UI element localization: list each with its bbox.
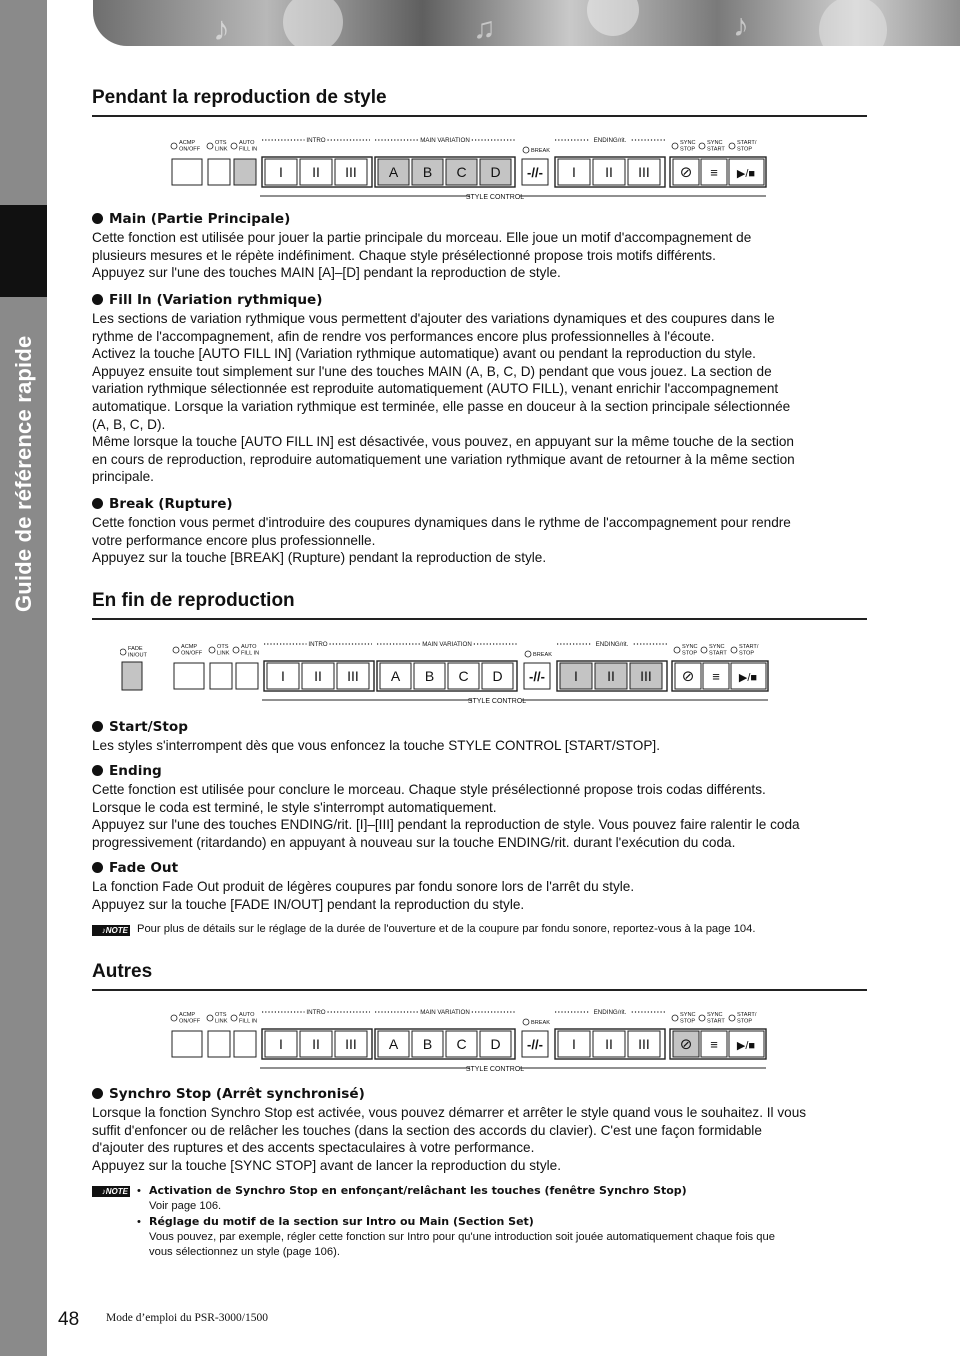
style-control-panel-3	[170, 1006, 770, 1081]
sync-start-label: START	[707, 1018, 725, 1025]
sync-stop-label: SYNC	[680, 1012, 696, 1018]
bullet-sync-stop: Synchro Stop (Arrêt synchronisé)	[92, 1085, 867, 1104]
ots-label: LINK	[215, 1018, 228, 1025]
intro-III-button-label: III	[345, 164, 357, 180]
led-indicator	[207, 1015, 213, 1021]
bullet-ending: Ending	[92, 762, 867, 781]
led-indicator	[674, 647, 680, 653]
group-label: INTRO	[306, 137, 326, 144]
acmp-label: ON/OFF	[179, 1018, 201, 1025]
intro-II-button-label: II	[312, 1036, 320, 1052]
note-item-body: vous sélectionnez un style (page 106).	[149, 1246, 340, 1258]
break-label: BREAK	[531, 148, 550, 154]
led-indicator	[209, 647, 215, 653]
start-stop-label: START/	[737, 1012, 757, 1018]
start-stop-label: STOP	[739, 650, 755, 657]
main-A-button-label: A	[388, 1036, 399, 1052]
main-D-button-label: D	[490, 164, 501, 180]
ending-III-button-label: III	[638, 164, 650, 180]
bullet-dot-icon	[92, 862, 103, 873]
start-stop-description: Start/Stop Les styles s'interrompent dès que vous enfoncez la touche STYLE CONTROL [START/STOP].	[92, 718, 867, 755]
led-indicator	[523, 147, 529, 153]
bullet-dot-icon	[92, 498, 103, 509]
main-B-button-label: B	[422, 164, 433, 180]
ending-III-button-label: III	[640, 668, 652, 684]
section-title-others: Autres	[92, 961, 867, 991]
intro-III-button-label: III	[347, 668, 359, 684]
bullet-fade-out: Fade Out	[92, 859, 867, 878]
led-indicator	[672, 1015, 678, 1021]
led-indicator	[231, 1015, 237, 1021]
bullet-start-stop: Start/Stop	[92, 718, 867, 737]
fade-label: IN/OUT	[128, 652, 147, 659]
note-fade: Pour plus de détails sur le réglage de la durée de l'ouverture et de la coupure par fondu sonore, reportez-vous à la page 104.	[137, 923, 756, 935]
play-stop-icon: ▶/■	[736, 1040, 756, 1052]
start-stop-label: START/	[739, 644, 759, 650]
svg-text:♪: ♪	[733, 7, 749, 43]
main-D-button-label: D	[492, 668, 503, 684]
sync-start-label: SYNC	[707, 1012, 723, 1018]
auto-fill-label: AUTO	[239, 1012, 255, 1018]
group-label: ENDING/rit.	[595, 641, 629, 648]
sync-stop-icon: ⊘	[679, 1036, 693, 1053]
ending-description: Ending Cette fonction est utilisée pour conclure le morceau. Chaque style présélectionné propose trois codas différents. Lorsque le coda est terminé, le style s'interrompt automatiquement. Appuyez sur l'une des touches ENDING/rit. [I]–[III] pendant la reproduction de style. Vous pouvez faire ralentir le coda progressivement (ritardando) en appuyant à nouveau sur la touche ENDING/rit. durant l'exécution du coda.	[92, 762, 867, 851]
ots-button	[208, 159, 230, 185]
sync-start-label: SYNC	[709, 644, 725, 650]
start-stop-label: STOP	[737, 1018, 753, 1025]
ots-label: OTS	[217, 644, 229, 650]
auto-fill-button	[236, 663, 258, 689]
led-indicator	[173, 647, 179, 653]
auto-fill-label: FILL IN	[241, 650, 260, 657]
main-B-button-label: B	[424, 668, 435, 684]
sync-start-label: START	[709, 650, 727, 657]
break-description: Break (Rupture) Cette fonction vous permet d'introduire des coupures dynamiques dans le rythme de l'accompagnement pour rendre votre performance encore plus professionnelle. Appuyez sur la touche [BREAK] (Rupture) pendant la reproduction de style.	[92, 495, 867, 567]
intro-III-button-label: III	[345, 1036, 357, 1052]
led-indicator	[701, 647, 707, 653]
auto-fill-button	[234, 159, 256, 185]
start-stop-label: STOP	[737, 146, 753, 153]
style-control-panel-2	[120, 638, 770, 713]
bullet-dot-icon	[92, 721, 103, 732]
ending-I-button-label: I	[574, 668, 578, 684]
ots-label: OTS	[215, 140, 227, 146]
sync-stop-label: SYNC	[682, 644, 698, 650]
led-indicator	[120, 649, 126, 655]
intro-II-button-label: II	[314, 668, 322, 684]
led-indicator	[699, 1015, 705, 1021]
group-label: INTRO	[306, 1009, 326, 1016]
intro-I-button-label: I	[279, 164, 283, 180]
led-indicator	[672, 143, 678, 149]
auto-fill-label: FILL IN	[239, 1018, 258, 1025]
style-control-label: STYLE CONTROL	[465, 1066, 525, 1073]
acmp-label: ACMP	[181, 644, 198, 650]
bullet-dot-icon	[92, 294, 103, 305]
group-label: INTRO	[308, 641, 328, 648]
acmp-button	[172, 1031, 202, 1057]
break-label: BREAK	[531, 1020, 550, 1026]
note-item-body: Vous pouvez, par exemple, régler cette fonction sur Intro pour qu'une introduction soit jouée automatiquement chaque fois que	[149, 1231, 775, 1243]
ots-label: OTS	[215, 1012, 227, 1018]
led-indicator	[233, 647, 239, 653]
break-label: BREAK	[533, 652, 552, 658]
main-C-button-label: C	[456, 1036, 467, 1052]
sync-stop-icon: ⊘	[679, 164, 693, 181]
ending-II-button-label: II	[607, 668, 615, 684]
sync-stop-icon: ⊘	[681, 668, 695, 685]
group-label: MAIN VARIATION	[420, 137, 470, 144]
sync-notes	[137, 1183, 867, 1260]
break-icon: -//-	[529, 669, 545, 684]
svg-text:♪: ♪	[213, 10, 230, 46]
fade-label: FADE	[128, 646, 143, 652]
group-label: MAIN VARIATION	[422, 641, 472, 648]
style-control-panel-1	[170, 134, 770, 209]
acmp-button	[174, 663, 204, 689]
note-music-icon: ♪	[101, 1187, 106, 1196]
note-item-body: Voir page 106.	[149, 1200, 222, 1212]
note-item: • Activation de Synchro Stop en enfonçant/relâchant les touches (fenêtre Synchro Stop)	[137, 1184, 687, 1197]
led-indicator	[729, 1015, 735, 1021]
auto-fill-label: AUTO	[241, 644, 257, 650]
section-title-playback: Pendant la reproduction de style	[92, 87, 867, 117]
section-title-ending: En fin de reproduction	[92, 590, 867, 620]
bullet-dot-icon	[92, 213, 103, 224]
left-margin-band	[0, 0, 47, 1356]
main-A-button-label: A	[388, 164, 399, 180]
auto-fill-label: AUTO	[239, 140, 255, 146]
bullet-break: Break (Rupture)	[92, 495, 867, 514]
note-music-icon: ♪	[101, 926, 106, 935]
sync-stop-label: STOP	[682, 650, 698, 657]
ending-II-button-label: II	[605, 164, 613, 180]
main-D-button-label: D	[490, 1036, 501, 1052]
svg-text:♫: ♫	[473, 12, 496, 45]
acmp-label: ON/OFF	[181, 650, 203, 657]
led-indicator	[699, 143, 705, 149]
auto-fill-label: FILL IN	[239, 146, 258, 153]
auto-fill-button	[234, 1031, 256, 1057]
acmp-label: ACMP	[179, 1012, 196, 1018]
ots-label: LINK	[215, 146, 228, 153]
main-description: Main (Partie Principale) Cette fonction est utilisée pour jouer la partie principale du morceau. Elle joue un motif d'accompagnement de plusieurs mesures et le répète indéfiniment. Chaque style présélectionné propose trois motifs différents. Appuyez sur l'une des touches MAIN [A]–[D] pendant la reproduction de style.	[92, 210, 867, 282]
page-number: 48	[58, 1309, 80, 1330]
ots-button	[208, 1031, 230, 1057]
intro-II-button-label: II	[312, 164, 320, 180]
ending-I-button-label: I	[572, 164, 576, 180]
sync-start-icon: ≡	[712, 669, 720, 684]
sync-start-label: START	[707, 146, 725, 153]
note-item: • Réglage du motif de la section sur Intro ou Main (Section Set)	[137, 1215, 534, 1228]
fade-out-description: Fade Out La fonction Fade Out produit de légères coupures par fondu sonore lors de l'arrêt du style. Appuyez sur la touche [FADE IN/OUT] pendant la reproduction du style.	[92, 859, 867, 913]
acmp-label: ACMP	[179, 140, 196, 146]
bullet-fill-in: Fill In (Variation rythmique)	[92, 291, 867, 310]
break-icon: -//-	[527, 165, 543, 180]
group-label: ENDING/rit.	[593, 1009, 627, 1016]
ending-II-button-label: II	[605, 1036, 613, 1052]
bullet-dot-icon	[92, 765, 103, 776]
main-A-button-label: A	[390, 668, 401, 684]
main-C-button-label: C	[458, 668, 469, 684]
style-control-label: STYLE CONTROL	[467, 698, 527, 705]
note-badge: ♪NOTE	[92, 925, 130, 936]
ots-label: LINK	[217, 650, 230, 657]
start-stop-label: START/	[737, 140, 757, 146]
fill-in-description: Fill In (Variation rythmique) Les sections de variation rythmique vous permettent d'ajouter des variations dynamiques et des coupures dans le rythme de l'accompagnement, afin de rendre vos performances encore plus professionnelles à l'écoute. Activez la touche [AUTO FILL IN] (Variation rythmique automatique) avant ou pendant la reproduction du style. Appuyez ensuite tout simplement sur l'une des touches MAIN (A, B, C, D) pendant que vous jouez. La section de variation rythmique sélectionnée est reproduite automatiquement (AUTO FILL), venant enrichir l'accompagnement automatique. Lorsque la variation rythmique est terminée, elle passe en douceur à la section principale sélectionnée (A, B, C, D). Même lorsque la touche [AUTO FILL IN] est désactivée, vous pouvez, en appuyant sur la même touche de la section en cours de reproduction, reproduire automatiquement une variation rythmique avant de retourner à la même section principale.	[92, 291, 867, 486]
led-indicator	[729, 143, 735, 149]
ending-I-button-label: I	[572, 1036, 576, 1052]
bullet-dot-icon	[92, 1088, 103, 1099]
break-icon: -//-	[527, 1037, 543, 1052]
footer-manual-title: Mode d’emploi du PSR-3000/1500	[106, 1312, 268, 1324]
led-indicator	[171, 143, 177, 149]
led-indicator	[231, 143, 237, 149]
led-indicator	[171, 1015, 177, 1021]
sync-start-icon: ≡	[710, 1037, 718, 1052]
led-indicator	[731, 647, 737, 653]
header-decoration	[93, 0, 960, 46]
main-B-button-label: B	[422, 1036, 433, 1052]
chapter-label: Guide de référence rapide	[11, 335, 36, 612]
play-stop-icon: ▶/■	[738, 672, 758, 684]
bullet-main: Main (Partie Principale)	[92, 210, 867, 229]
sync-start-icon: ≡	[710, 165, 718, 180]
sync-stop-label: SYNC	[680, 140, 696, 146]
ots-button	[210, 663, 232, 689]
acmp-label: ON/OFF	[179, 146, 201, 153]
sync-stop-description: Synchro Stop (Arrêt synchronisé) Lorsque la fonction Synchro Stop est activée, vous pouvez démarrer et arrêter le style quand vous le souhaitez. Il vous suffit d'enfoncer ou de relâcher les touches (dans la section des accords du clavier). C'est une façon formidable d'ajouter des ruptures et des accents spectaculaires à votre performance. Appuyez sur la touche [SYNC STOP] avant de lancer la reproduction du style.	[92, 1085, 867, 1174]
led-indicator	[207, 143, 213, 149]
sync-stop-label: STOP	[680, 146, 696, 153]
style-control-label: STYLE CONTROL	[465, 194, 525, 201]
note-badge: ♪NOTE	[92, 1186, 130, 1197]
main-C-button-label: C	[456, 164, 467, 180]
group-label: ENDING/rit.	[593, 137, 627, 144]
intro-I-button-label: I	[281, 668, 285, 684]
sync-stop-label: STOP	[680, 1018, 696, 1025]
led-indicator	[525, 651, 531, 657]
play-stop-icon: ▶/■	[736, 168, 756, 180]
intro-I-button-label: I	[279, 1036, 283, 1052]
ending-III-button-label: III	[638, 1036, 650, 1052]
fade-button	[122, 662, 142, 690]
group-label: MAIN VARIATION	[420, 1009, 470, 1016]
acmp-button	[172, 159, 202, 185]
led-indicator	[523, 1019, 529, 1025]
sync-start-label: SYNC	[707, 140, 723, 146]
